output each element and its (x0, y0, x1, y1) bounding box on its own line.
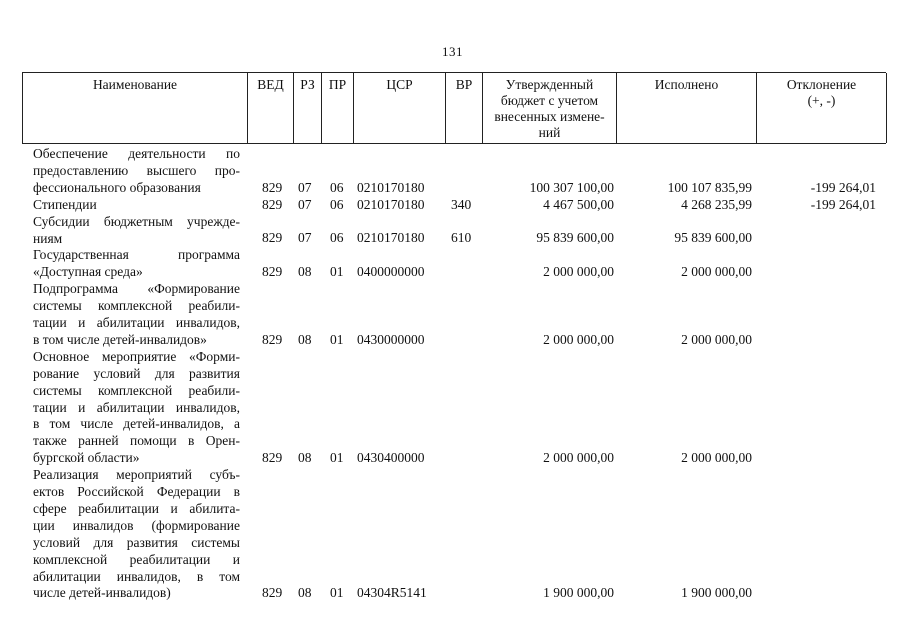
row-done: 95 839 600,00 (674, 230, 752, 246)
row-csr: 0430000000 (357, 331, 425, 347)
row-deviation: -199 264,01 (810, 196, 876, 212)
row-name (33, 281, 240, 349)
row-rz: 08 (298, 264, 312, 280)
row-ved: 829 (262, 585, 283, 601)
row-name-line: рование условий для развития (33, 365, 240, 381)
row-deviation: -199 264,01 (810, 179, 876, 195)
row-csr: 0400000000 (357, 264, 425, 280)
row-budget: 1 900 000,00 (543, 585, 614, 601)
row-vr: 340 (451, 196, 472, 212)
row-name (33, 214, 240, 248)
row-ved: 829 (262, 179, 283, 195)
row-name-line: фессионального образования (33, 179, 201, 195)
row-pr: 06 (330, 196, 344, 212)
row-ved: 829 (262, 196, 283, 212)
row-csr: 0210170180 (357, 196, 425, 212)
row-pr: 06 (330, 230, 344, 246)
row-done: 2 000 000,00 (681, 331, 752, 347)
row-name-line: бургской области» (33, 450, 140, 466)
row-ved: 829 (262, 450, 283, 466)
row-done: 1 900 000,00 (681, 585, 752, 601)
row-name-line: комплексной реабилитации и (33, 551, 240, 567)
row-done: 4 268 235,99 (681, 196, 752, 212)
row-name-line: также ранней помощи в Орен- (33, 433, 240, 449)
row-rz: 08 (298, 585, 312, 601)
row-name (33, 349, 240, 467)
row-name-line: Стипендии (33, 196, 97, 212)
row-name-line: условий для развития системы (33, 534, 240, 550)
row-name-line: в том числе детей-инвалидов» (33, 331, 207, 347)
row-name-line: предоставлению высшего про- (33, 162, 240, 178)
row-name-line: ектов Российской Федерации в (33, 484, 240, 499)
row-rz: 07 (298, 196, 312, 212)
row-budget: 4 467 500,00 (543, 196, 614, 212)
row-budget: 2 000 000,00 (543, 450, 614, 466)
row-name-line: тации и абилитации инвалидов, (33, 399, 240, 415)
row-name-line: ниям (33, 230, 63, 246)
row-name-line: Обеспечение деятельности по (33, 146, 240, 161)
row-budget: 95 839 600,00 (536, 230, 614, 246)
row-name-line: тации и абилитации инвалидов, (33, 315, 240, 330)
header-done: Исполнено (617, 73, 757, 143)
row-csr: 0210170180 (357, 179, 425, 195)
row-budget: 2 000 000,00 (543, 331, 614, 347)
row-pr: 01 (330, 450, 344, 466)
row-name (33, 197, 240, 214)
row-name-line: Подпрограмма «Формирование (33, 281, 240, 297)
row-pr: 01 (330, 264, 344, 280)
row-pr: 01 (330, 585, 344, 601)
row-name-line: «Доступная среда» (33, 264, 143, 280)
row-vr: 610 (451, 230, 472, 246)
row-budget: 100 307 100,00 (529, 179, 614, 195)
header-budget: Утвержденный бюджет с учетом внесенных измене- ний (483, 73, 617, 143)
row-ved: 829 (262, 230, 283, 246)
row-pr: 06 (330, 179, 344, 195)
page-number: 131 (442, 44, 463, 59)
row-ved: 829 (262, 264, 283, 280)
table-header (22, 72, 886, 144)
row-rz: 08 (298, 331, 312, 347)
row-name-line: числе детей-инвалидов) (33, 585, 171, 601)
header-pr: ПР (322, 73, 354, 143)
row-name-line: абилитации инвалидов, в том (33, 568, 240, 584)
row-name-line: Основное мероприятие «Форми- (33, 348, 240, 364)
row-name-line: ции инвалидов (формирование (33, 517, 240, 533)
row-name (33, 146, 240, 197)
row-csr: 0430400000 (357, 450, 425, 466)
row-rz: 08 (298, 450, 312, 466)
row-name-line: системы комплексной реабили- (33, 298, 240, 314)
row-name-line: Субсидии бюджетным учрежде- (33, 213, 240, 229)
row-rz: 07 (298, 230, 312, 246)
row-done: 2 000 000,00 (681, 264, 752, 280)
row-csr: 04304R5141 (357, 585, 427, 601)
row-name-line: в том числе детей-инвалидов, а (33, 416, 240, 432)
row-name-line: Государственная программа (33, 247, 240, 263)
row-name (33, 467, 240, 602)
row-name-line: сфере реабилитации и абилита- (33, 500, 240, 516)
row-csr: 0210170180 (357, 230, 425, 246)
header-name: Наименование (23, 73, 248, 143)
header-deviation: Отклонение (+, -) (757, 73, 887, 143)
header-ved: ВЕД (248, 73, 294, 143)
row-ved: 829 (262, 331, 283, 347)
header-vr: ВР (446, 73, 483, 143)
row-budget: 2 000 000,00 (543, 264, 614, 280)
row-done: 100 107 835,99 (667, 179, 752, 195)
row-name-line: системы комплексной реабили- (33, 382, 240, 398)
row-done: 2 000 000,00 (681, 450, 752, 466)
row-rz: 07 (298, 179, 312, 195)
row-name (33, 247, 240, 281)
header-rz: РЗ (294, 73, 322, 143)
header-csr: ЦСР (354, 73, 446, 143)
row-pr: 01 (330, 331, 344, 347)
row-name-line: Реализация мероприятий субъ- (33, 467, 240, 483)
